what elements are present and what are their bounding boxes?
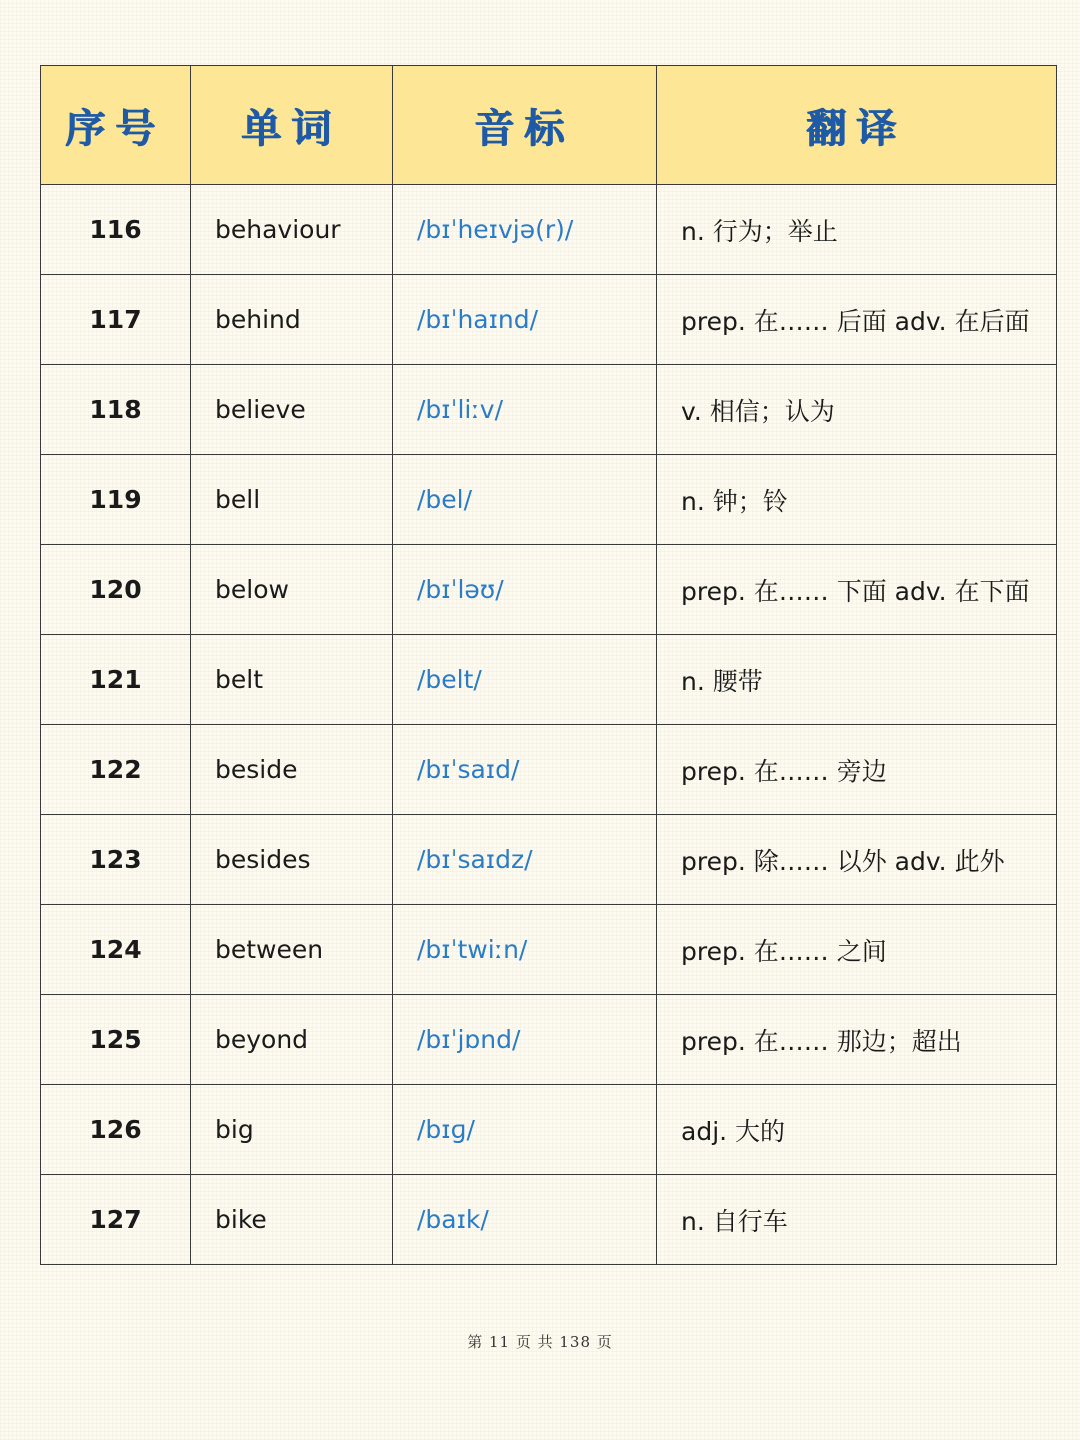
row-phonetic: /bɪˈjɒnd/ (393, 995, 657, 1085)
row-word: between (191, 905, 393, 995)
row-number: 127 (41, 1175, 191, 1265)
row-phonetic: /bɪˈheɪvjə(r)/ (393, 185, 657, 275)
row-translation: prep. 在…… 下面 adv. 在下面 (657, 545, 1057, 635)
row-number: 123 (41, 815, 191, 905)
row-word: behind (191, 275, 393, 365)
row-number: 124 (41, 905, 191, 995)
row-word: behaviour (191, 185, 393, 275)
row-word: believe (191, 365, 393, 455)
table-row (41, 815, 1057, 905)
row-word: below (191, 545, 393, 635)
row-word: big (191, 1085, 393, 1175)
table-row (41, 275, 1057, 365)
row-number: 125 (41, 995, 191, 1085)
row-number: 116 (41, 185, 191, 275)
page-number-footer: 第 11 页 共 138 页 (467, 1333, 613, 1351)
table-row (41, 1085, 1057, 1175)
row-translation: n. 腰带 (657, 635, 1057, 725)
row-translation: prep. 在…… 那边；超出 (657, 995, 1057, 1085)
row-phonetic: /bɪˈləʊ/ (393, 545, 657, 635)
row-translation: prep. 在…… 之间 (657, 905, 1057, 995)
table-row (41, 635, 1057, 725)
row-number: 121 (41, 635, 191, 725)
row-word: besides (191, 815, 393, 905)
row-phonetic: /bɪɡ/ (393, 1085, 657, 1175)
row-word: belt (191, 635, 393, 725)
row-number: 126 (41, 1085, 191, 1175)
row-translation: prep. 除…… 以外 adv. 此外 (657, 815, 1057, 905)
header-phonetic: 音标 (393, 66, 657, 185)
row-number: 122 (41, 725, 191, 815)
row-phonetic: /bel/ (393, 455, 657, 545)
vocabulary-table (40, 65, 1057, 1265)
row-word: bike (191, 1175, 393, 1265)
table-row (41, 725, 1057, 815)
table-row (41, 1175, 1057, 1265)
table-row (41, 905, 1057, 995)
row-phonetic: /bɪˈtwiːn/ (393, 905, 657, 995)
row-number: 119 (41, 455, 191, 545)
row-phonetic: /bɪˈsaɪdz/ (393, 815, 657, 905)
table-row (41, 545, 1057, 635)
row-translation: prep. 在…… 后面 adv. 在后面 (657, 275, 1057, 365)
row-translation: n. 自行车 (657, 1175, 1057, 1265)
row-number: 117 (41, 275, 191, 365)
row-translation: n. 行为；举止 (657, 185, 1057, 275)
table-row (41, 455, 1057, 545)
row-phonetic: /bɪˈsaɪd/ (393, 725, 657, 815)
row-phonetic: /bɪˈliːv/ (393, 365, 657, 455)
table-row (41, 995, 1057, 1085)
row-translation: adj. 大的 (657, 1085, 1057, 1175)
row-phonetic: /bɪˈhaɪnd/ (393, 275, 657, 365)
row-word: bell (191, 455, 393, 545)
header-word: 单词 (191, 66, 393, 185)
row-word: beyond (191, 995, 393, 1085)
row-translation: n. 钟；铃 (657, 455, 1057, 545)
row-word: beside (191, 725, 393, 815)
row-number: 120 (41, 545, 191, 635)
row-number: 118 (41, 365, 191, 455)
header-number: 序号 (41, 66, 191, 185)
row-translation: prep. 在…… 旁边 (657, 725, 1057, 815)
table-row (41, 185, 1057, 275)
table-row (41, 365, 1057, 455)
row-translation: v. 相信；认为 (657, 365, 1057, 455)
row-phonetic: /baɪk/ (393, 1175, 657, 1265)
row-phonetic: /belt/ (393, 635, 657, 725)
table-header-row (41, 66, 1057, 185)
header-translation: 翻译 (657, 66, 1057, 185)
